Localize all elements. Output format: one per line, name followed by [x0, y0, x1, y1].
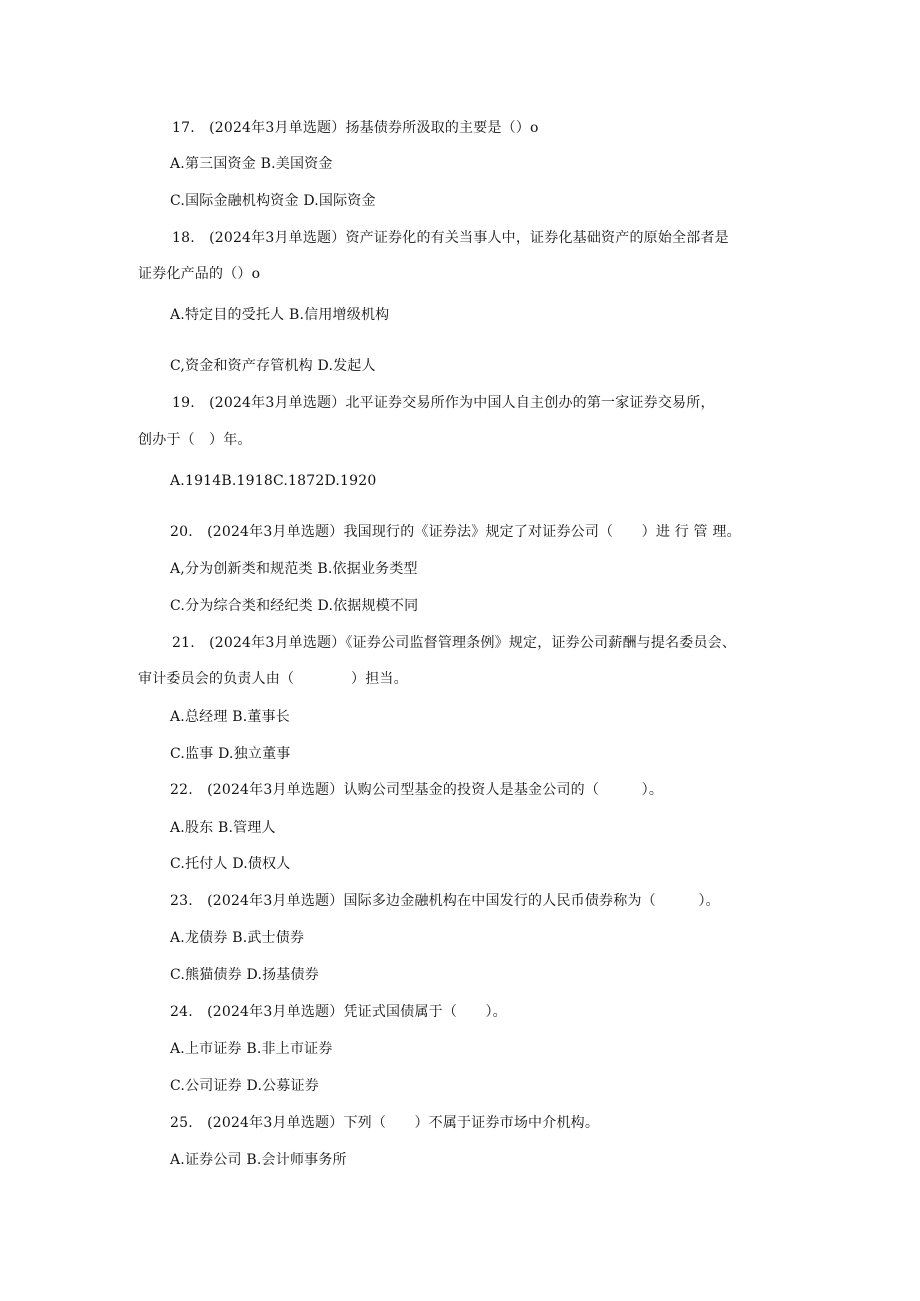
- question-23-options-cd: C.熊猫债券 D.扬基债券: [170, 967, 319, 983]
- question-19-options: A.1914B.1918C.1872D.1920: [170, 473, 377, 489]
- question-18-stem-continued: 证券化产品的（）o: [138, 266, 261, 282]
- question-23-options-ab: A.龙债券 B.武士债券: [170, 930, 305, 946]
- question-17-options-ab: A.第三国资金 B.美国资金: [170, 156, 333, 172]
- question-23-stem: 23. (2024年3月单选题）国际多边金融机构在中国发行的人民币债券称为（ ）。: [170, 893, 720, 909]
- question-18-options-cd: C,资金和资产存管机构 D.发起人: [170, 358, 376, 374]
- question-17-options-cd: C.国际金融机构资金 D.国际资金: [170, 193, 376, 209]
- question-24-options-cd: C.公司证券 D.公募证券: [170, 1078, 319, 1094]
- question-22-options-ab: A.股东 B.管理人: [170, 820, 276, 836]
- question-21-options-ab: A.总经理 B.董事长: [170, 709, 290, 725]
- question-22-stem: 22. (2024年3月单选题）认购公司型基金的投资人是基金公司的（ ）。: [170, 782, 664, 798]
- question-25-stem: 25. (2024年3月单选题）下列（ ）不属于证券市场中介机构。: [170, 1115, 600, 1131]
- question-22-options-cd: C.托付人 D.债权人: [170, 856, 291, 872]
- question-24-stem: 24. (2024年3月单选题）凭证式国债属于（ ）。: [170, 1004, 507, 1020]
- question-25-options-ab: A.证券公司 B.会计师事务所: [170, 1152, 347, 1168]
- question-18-options-ab: A.特定目的受托人 B.信用增级机构: [170, 307, 390, 323]
- question-21-options-cd: C.监事 D.独立董事: [170, 746, 291, 762]
- question-21-stem: 21. (2024年3月单选题）《证券公司监督管理条例》规定，证券公司薪酬与提名委员会、: [172, 635, 737, 651]
- question-20-options-ab: A,分为创新类和规范类 B.依据业务类型: [170, 561, 418, 577]
- question-17-stem: 17. (2024年3月单选题）扬基债券所汲取的主要是（）o: [172, 120, 539, 136]
- question-20-stem: 20. (2024年3月单选题）我国现行的《证券法》规定了对证券公司（ ）进 行 管 理。: [170, 524, 741, 540]
- question-20-options-cd: C.分为综合类和经纪类 D.依据规模不同: [170, 598, 419, 614]
- question-18-stem: 18. (2024年3月单选题）资产证券化的有关当事人中，证券化基础资产的原始全部者是: [172, 230, 729, 246]
- question-19-stem-continued: 创办于（ ）年。: [138, 432, 252, 448]
- question-21-stem-continued: 审计委员会的负责人由（ ）担当。: [138, 671, 408, 687]
- question-24-options-ab: A.上市证券 B.非上市证券: [170, 1041, 333, 1057]
- question-19-stem: 19. (2024年3月单选题）北平证券交易所作为中国人自主创办的第一家证券交易所，: [172, 395, 715, 411]
